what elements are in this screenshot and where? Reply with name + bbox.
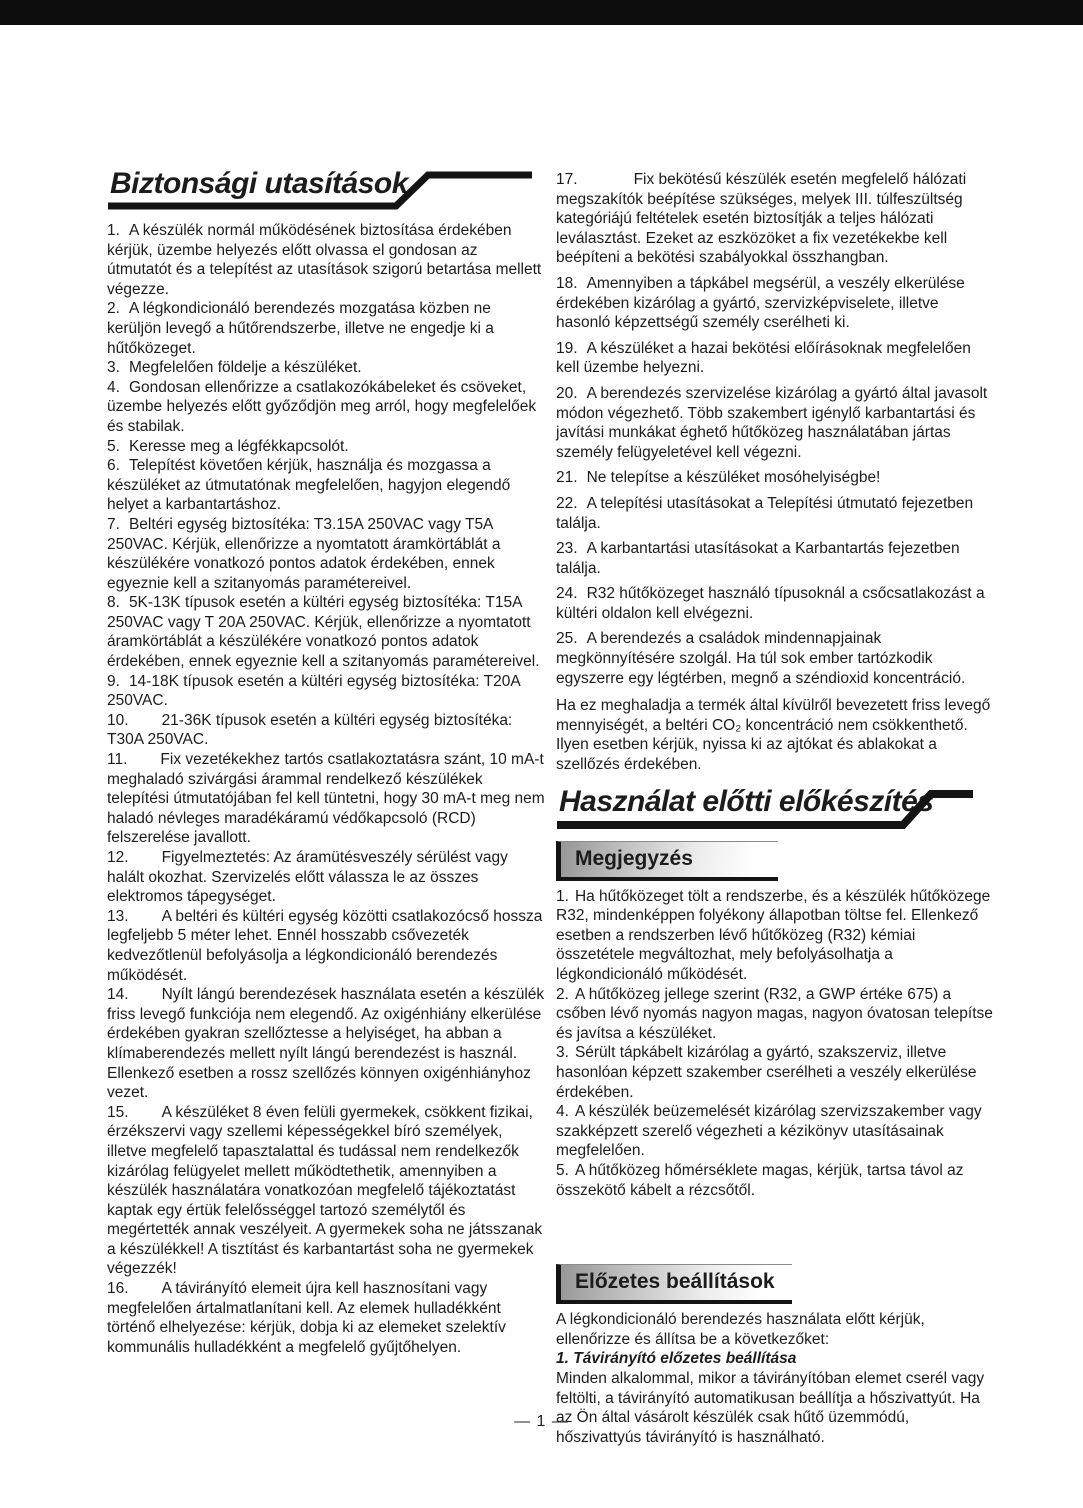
item-number: 6. [107, 457, 120, 475]
item-number: 5. [107, 437, 120, 455]
list-item [556, 629, 994, 688]
item-number-gap [120, 391, 129, 392]
item-number: 2. [107, 300, 120, 318]
list-item [556, 274, 994, 333]
item-number: 21. [556, 469, 578, 487]
list-item [107, 221, 545, 299]
page-title: Biztonsági utasítások [110, 167, 408, 200]
item-text: A készülék beüzemelését kizárólag szervizszakember vagy szakképzett szerelő végezheti a kézikönyv utasításainak megfelelően. [556, 1103, 982, 1160]
item-text: A készülék normál működésének biztosítása érdekében kérjük, üzembe helyezés előtt olvassa el gondosan az útmutatót és a telepítést az utasítások szigorú betartása mellett végezze. [107, 222, 542, 298]
list-item [107, 358, 545, 378]
item-number-gap [129, 861, 162, 862]
list-item [556, 494, 994, 533]
item-number-gap [129, 998, 162, 999]
item-number: 4. [107, 378, 120, 396]
item-number: 17. [556, 171, 578, 188]
item-number-gap [578, 597, 587, 598]
left-column [107, 167, 545, 1357]
list-item [107, 985, 545, 1103]
item-number-gap [129, 1292, 162, 1293]
list-item [107, 907, 545, 985]
item-text: Telepítést követően kérjük, használja és mozgassa a készüléket az útmutatónak megfelelően, hagyjon elegendő helyet a karbantartáshoz. [107, 457, 511, 514]
safety-items-list [107, 221, 545, 1357]
item-text: A berendezés szervizelése kizárólag a gyártó által javasolt módon végezhető. Több szakembert igénylő karbantartási és javítási munkákat éghető hűtőközeg használatában jártas személy felügyeletével kell végezni. [556, 384, 988, 461]
item-number: 25. [556, 630, 578, 648]
item-number: 2. [556, 985, 569, 1003]
item-number: 12. [107, 849, 129, 866]
item-number: 9. [107, 672, 120, 690]
item-text: A készüléket a hazai bekötési előírásoknak megfelelően kell üzembe helyezni. [556, 339, 971, 377]
item-text: Fix vezetékekhez tartós csatlakoztatásra szánt, 10 mA-t meghaladó szivárgási árammal rendelkező készülékek telepítési útmutatójában fel kell tüntetni, hogy 30 mA-t meg nem haladó névleges maradékáramú védőkapcsoló (RCD) felszerelése javallott. [107, 751, 545, 847]
item-number-gap [120, 371, 129, 372]
item-text: A berendezés a családok mindennapjainak megkönnyítésére szolgál. Ha túl sok ember tartózkodik egyszerre egy légtérben, megnő a széndioxid koncentráció. [556, 630, 966, 687]
item-text: Gondosan ellenőrizze a csatlakozókábeleket és csöveket, üzembe helyezés előtt győződjön meg arról, hogy megfelelőek és stabilak. [107, 378, 537, 435]
item-text: 5K-13K típusok esetén a kültéri egység biztosítéka: T15A 250VAC vagy T 20A 250VAC. Kérjük, ellenőrizze a nyomtatott áramkörtáblát a készülékére vonatkozó pontos adatok érdekében, ennek egyeznie kell a szitanyomás paramétereivel. [107, 594, 540, 671]
presets-paragraph: Minden alkalommal, mikor a távirányítóban elemet cserél vagy feltölti, a távirányító automatikusan beállítja a hőszivattyút. Ha az Ön által vásárolt készülék csak hűtő üzemmódú, hőszivattyús távirányító is használható. [556, 1369, 985, 1446]
item-number-gap [127, 763, 160, 764]
list-item [107, 378, 545, 437]
list-item [107, 672, 545, 711]
item-number: 1. [556, 887, 569, 905]
item-text: Megfelelően földelje a készüléket. [128, 359, 362, 377]
item-number-gap [129, 920, 162, 921]
item-number: 15. [107, 1103, 129, 1121]
item-number-gap [120, 312, 129, 313]
note-box-header: Megjegyzés [556, 841, 778, 881]
item-text: A hűtőközeg hőmérséklete magas, kérjük, tartsa távol az összekötő kábelt a rézcsőtől. [556, 1161, 964, 1199]
item-number: 16. [107, 1280, 129, 1298]
item-number-gap [120, 606, 129, 607]
item-number-gap [120, 450, 129, 451]
presets-box-header: Előzetes beállítások [556, 1264, 792, 1304]
list-item [107, 515, 545, 593]
item-text: A készüléket 8 éven felüli gyermekek, csökkent fizikai, érzékszervi vagy szellemi képességekkel bíró személyek, illetve megfelelő tapasztalattal és tudással nem rendelkezők kizárólag felügyelet mellett működtethetik, amennyiben a készülék használatára vonatkozóan megfelelő tájékoztatást kaptak egy értük felelősséggel tartozó személytől és megértették annak veszélyeit. A gyermekek soha ne játsszanak a készülékkel! A tisztítást és karbantartást soha ne gyermekek végezzék! [107, 1103, 543, 1278]
list-item [556, 985, 994, 1044]
list-item [556, 384, 994, 462]
item-number-gap [129, 724, 162, 725]
item-text: Sérült tápkábelt kizárólag a gyártó, szakszerviz, illetve hasonlóan képzett szakember cserélheti a veszély elkerülése érdekében. [556, 1044, 977, 1101]
list-item [107, 1103, 545, 1279]
co2-closing-paragraph: Ha ez meghaladja a termék által kívülről bevezetett friss levegő mennyiségét, a beltéri CO₂ koncentráció nem csökkenthető. Ilyen esetben kérjük, nyissa ki az ajtókat és ablakokat a szellőzés érdekében. [556, 697, 991, 774]
list-item [107, 456, 545, 515]
item-number-gap [120, 234, 129, 235]
item-number-gap [120, 685, 129, 686]
item-number: 4. [556, 1103, 569, 1121]
item-text: Ha hűtőközeget tölt a rendszerbe, és a készülék hűtőközege R32, mindenképpen folyékony állapotban töltse fel. Ellenkező esetben a rendszerben lévő hűtőközeg (R32) kémiai összetétele megváltozhat, mely befolyásolhatja a légkondicionáló működését. [556, 887, 991, 983]
title-swoosh-rule [556, 785, 994, 831]
presets-intro: A légkondicionáló berendezés használata előtt kérjük, ellenőrizze és állítsa be a következőket: [556, 1311, 925, 1348]
list-item [556, 1043, 994, 1102]
item-number: 14. [107, 986, 129, 1004]
item-number: 11. [107, 751, 128, 769]
item-number: 23. [556, 540, 578, 558]
preparation-title-block [556, 785, 994, 831]
item-text: A légkondicionáló berendezés mozgatása közben ne kerüljön levegő a hűtőrendszerbe, illetve ne engedje ki a hűtőközeget. [107, 300, 494, 357]
item-text: A hűtőközeg jellege szerint (R32, a GWP értéke 675) a csőben lévő nyomás nagyon magas, nagyon óvatosan telepítse és javítsa a készüléket. [556, 985, 993, 1042]
item-text: A karbantartási utasításokat a Karbantartás fejezetben találja. [556, 540, 960, 577]
title-swoosh-rule [107, 167, 545, 213]
item-number: 24. [556, 585, 578, 603]
item-text: Ne telepítse a készüléket mosóhelyiségbe! [586, 469, 881, 487]
list-item [107, 750, 545, 848]
item-number-gap [120, 528, 129, 529]
item-number-gap [578, 642, 587, 643]
item-text: A beltéri és kültéri egység közötti csatlakozócső hossza legfeljebb 5 méter lehet. Ennél hosszabb csővezeték kedvezőtlenül befolyásolja a légkondicionáló berendezés működését. [107, 907, 543, 984]
section-title: Használat előtti előkészítés [559, 784, 934, 818]
list-item [107, 1279, 545, 1357]
safety-title-block [107, 167, 545, 213]
item-number-gap [578, 507, 587, 508]
list-item [556, 468, 994, 488]
right-column [556, 170, 994, 1447]
list-item [107, 848, 545, 907]
item-number-gap [578, 552, 587, 553]
list-item [107, 437, 545, 457]
item-number: 10. [107, 711, 129, 729]
list-item [107, 299, 545, 358]
item-number-gap [578, 397, 587, 398]
list-item [556, 170, 994, 268]
item-number: 3. [556, 1044, 569, 1062]
top-black-bar [0, 0, 1083, 25]
item-text: R32 hűtőközeget használó típusoknál a csőcsatlakozást a kültéri oldalon kell elvégezni. [556, 585, 985, 622]
presets-subheading: 1. Távirányító előzetes beállítása [556, 1350, 797, 1368]
list-item [556, 339, 994, 378]
item-number-gap [578, 287, 587, 288]
item-number-gap [120, 469, 129, 470]
item-text: 21-36K típusok esetén a kültéri egység biztosítéka: T30A 250VAC. [107, 711, 513, 749]
list-item [556, 887, 994, 985]
item-number: 13. [107, 907, 129, 925]
item-number-gap [129, 1116, 162, 1117]
item-text: Fix bekötésű készülék esetén megfelelő hálózati megszakítók beépítése szükséges, melyek III. túlfeszültség kategóriájú feltételek esetén biztosítják a teljes hálózati leválasztást. Ezeket az eszközöket a fix vezetékekbe kell beépíteni a bekötési szabályokkal összhangban. [556, 171, 967, 267]
item-text: Beltéri egység biztosítéka: T3.15A 250VAC vagy T5A 250VAC. Kérjük, ellenőrizze a nyomtatott áramkörtáblát a készülékére vonatkozó pontos adatok érdekében, ennek egyeznie kell a szitanyomás paramétereivel. [107, 515, 501, 592]
item-text: Figyelmeztetés: Az áramütésveszély sérülést vagy halált okozhat. Szervizelés előtt válassza le az összes elektromos tápegységet. [107, 849, 508, 906]
safety-items-list-continued [556, 170, 994, 688]
item-number-gap [578, 352, 587, 353]
item-text: Nyílt lángú berendezések használata esetén a készülék friss levegő funkciója nem elegendő. Az oxigénhiány elkerülése érdekében gyakran szellőztesse a helyiséget, ha abban a klímaberendezés mellett nyílt lángú berendezést is használ. Ellenkező esetben a rossz szellőzés könnyen oxigénhiányhoz vezet. [107, 986, 545, 1102]
item-number: 8. [107, 594, 120, 612]
item-number: 22. [556, 494, 578, 512]
item-number: 3. [107, 359, 120, 377]
item-text: A távirányító elemeit újra kell hasznosítani vagy megfelelően ártalmatlanítani kell. Az elemek hulladékként történő elhelyezése: kérjük, dobja ki az elemeket szelektív kommunális hulladékként a megfelelő gyűjtőhelyen. [107, 1280, 506, 1356]
notes-list [556, 887, 994, 1201]
item-number-gap [578, 481, 587, 482]
list-item [107, 711, 545, 750]
item-number: 1. [107, 222, 120, 239]
item-text: 14-18K típusok esetén a kültéri egység biztosítéka: T20A 250VAC. [107, 672, 520, 710]
item-number: 20. [556, 384, 578, 402]
item-number: 5. [556, 1161, 569, 1179]
item-text: Amennyiben a tápkábel megsérül, a veszély elkerülése érdekében kizárólag a gyártó, szervizképviselete, illetve hasonló képzettségű személy cserélheti ki. [556, 274, 965, 332]
item-number: 19. [556, 339, 578, 357]
item-number: 7. [107, 515, 120, 533]
page-number: — 1 — [514, 1413, 569, 1430]
list-item [556, 584, 994, 623]
list-item [556, 1161, 994, 1200]
item-number-gap [578, 183, 634, 184]
list-item [556, 539, 994, 578]
item-text: Keresse meg a légfékkapcsolót. [128, 437, 349, 455]
item-text: A telepítési utasításokat a Telepítési útmutató fejezetben találja. [556, 494, 974, 532]
list-item [107, 593, 545, 671]
item-number: 18. [556, 274, 578, 292]
list-item [556, 1102, 994, 1161]
